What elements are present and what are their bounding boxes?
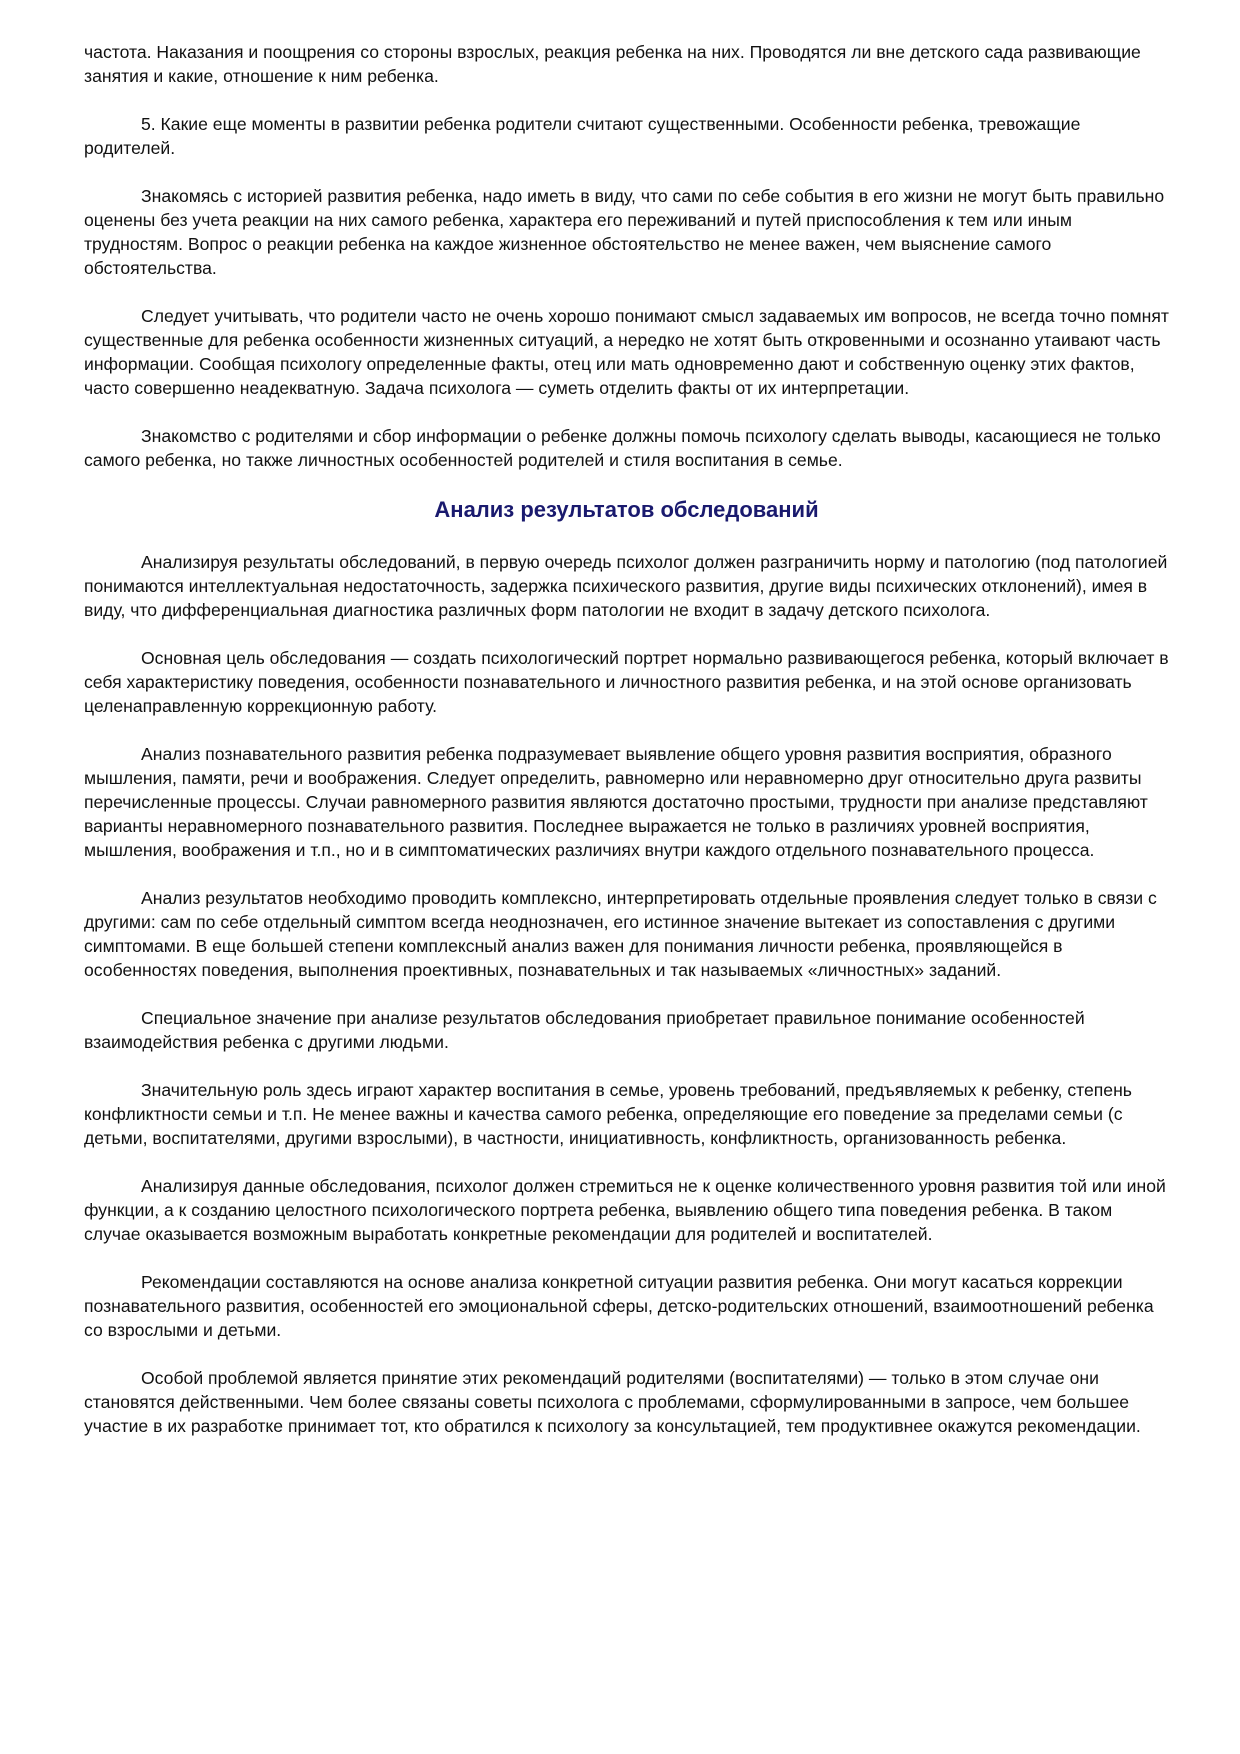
paragraph: Анализируя данные обследования, психолог должен стремиться не к оценке количественного уровня развития той или иной функции, а к созданию целостного психологического портрета ребенка, выявлению общего типа поведения ребенка. В таком случае оказывается возможным выработать конкретные рекомендации для родителей и воспитателей.: [84, 1176, 1166, 1244]
paragraph: Особой проблемой является принятие этих рекомендаций родителями (воспитателями) — только в этом случае они становятся действенными. Чем более связаны советы психолога с проблемами, сформулированными в запросе, чем большее участие в их разработке принимает тот, кто обратился к психологу за консультацией, тем продуктивнее окажутся рекомендации.: [84, 1368, 1141, 1436]
paragraph: Следует учитывать, что родители часто не очень хорошо понимают смысл задаваемых им вопросов, не всегда точно помнят существенные для ребенка особенности жизненных ситуаций, а нередко не хотят быть откровенными и осознанно утаивают часть информации. Сообщая психологу определенные факты, отец или мать одновременно дают и собственную оценку этих фактов, часто совершенно неадекватную. Задача психолога — суметь отделить факты от их интерпретации.: [84, 306, 1169, 398]
paragraph: Знакомясь с историей развития ребенка, надо иметь в виду, что сами по себе события в его жизни не могут быть правильно оценены без учета реакции на них самого ребенка, характера его переживаний и путей приспособления к тем или иным трудностям. Вопрос о реакции ребенка на каждое жизненное обстоятельство не менее важен, чем выяснение самого обстоятельства.: [84, 186, 1165, 278]
paragraph: Рекомендации составляются на основе анализа конкретной ситуации развития ребенка. Они могут касаться коррекции познавательного развития, особенностей его эмоциональной сферы, детско-родительских отношений, взаимоотношений ребенка со взрослыми и детьми.: [84, 1272, 1154, 1340]
section-heading: Анализ результатов обследований: [434, 497, 819, 522]
paragraph: Основная цель обследования — создать психологический портрет нормально развивающегося ребенка, который включает в себя характеристику поведения, особенности познавательного и личностного развития ребенка, и на этой основе организовать целенаправленную коррекционную работу.: [84, 648, 1169, 716]
paragraph-item-5: 5. Какие еще моменты в развитии ребенка родители считают существенными. Особенности ребенка, тревожащие родителей.: [84, 114, 1081, 158]
paragraph: Анализируя результаты обследований, в первую очередь психолог должен разграничить норму и патологию (под патологией понимаются интеллектуальная недостаточность, задержка психического развития, другие виды психических отклонений), имея в виду, что дифференциальная диагностика различных форм патологии не входит в задачу детского психолога.: [84, 552, 1168, 620]
paragraph: Значительную роль здесь играют характер воспитания в семье, уровень требований, предъявляемых к ребенку, степень конфликтности семьи и т.п. Не менее важны и качества самого ребенка, определяющие его поведение за пределами семьи (с детьми, воспитателями, другими взрослыми), в частности, инициативность, конфликтность, организованность ребенка.: [84, 1080, 1132, 1148]
paragraph: Знакомство с родителями и сбор информации о ребенке должны помочь психологу сделать выводы, касающиеся не только самого ребенка, но также личностных особенностей родителей и стиля воспитания в семье.: [84, 426, 1161, 470]
paragraph-continuation: частота. Наказания и поощрения со стороны взрослых, реакция ребенка на них. Проводятся ли вне детского сада развивающие занятия и какие, отношение к ним ребенка.: [84, 42, 1141, 86]
document-page: [84, 40, 1169, 1462]
paragraph: Анализ познавательного развития ребенка подразумевает выявление общего уровня развития восприятия, образного мышления, памяти, речи и воображения. Следует определить, равномерно или неравномерно друг относительно друга развиты перечисленные процессы. Случаи равномерного развития являются достаточно простыми, трудности при анализе представляют варианты неравномерного познавательного развития. Последнее выражается не только в различиях уровней восприятия, мышления, воображения и т.п., но и в симптоматических различиях внутри каждого отдельного познавательного процесса.: [84, 744, 1148, 860]
paragraph: Специальное значение при анализе результатов обследования приобретает правильное понимание особенностей взаимодействия ребенка с другими людьми.: [84, 1008, 1085, 1052]
paragraph: Анализ результатов необходимо проводить комплексно, интерпретировать отдельные проявления следует только в связи с другими: сам по себе отдельный симптом всегда неоднозначен, его истинное значение вытекает из сопоставления с другими симптомами. В еще большей степени комплексный анализ важен для понимания личности ребенка, проявляющейся в особенностях поведения, выполнения проективных, познавательных и так называемых «личностных» заданий.: [84, 888, 1157, 980]
